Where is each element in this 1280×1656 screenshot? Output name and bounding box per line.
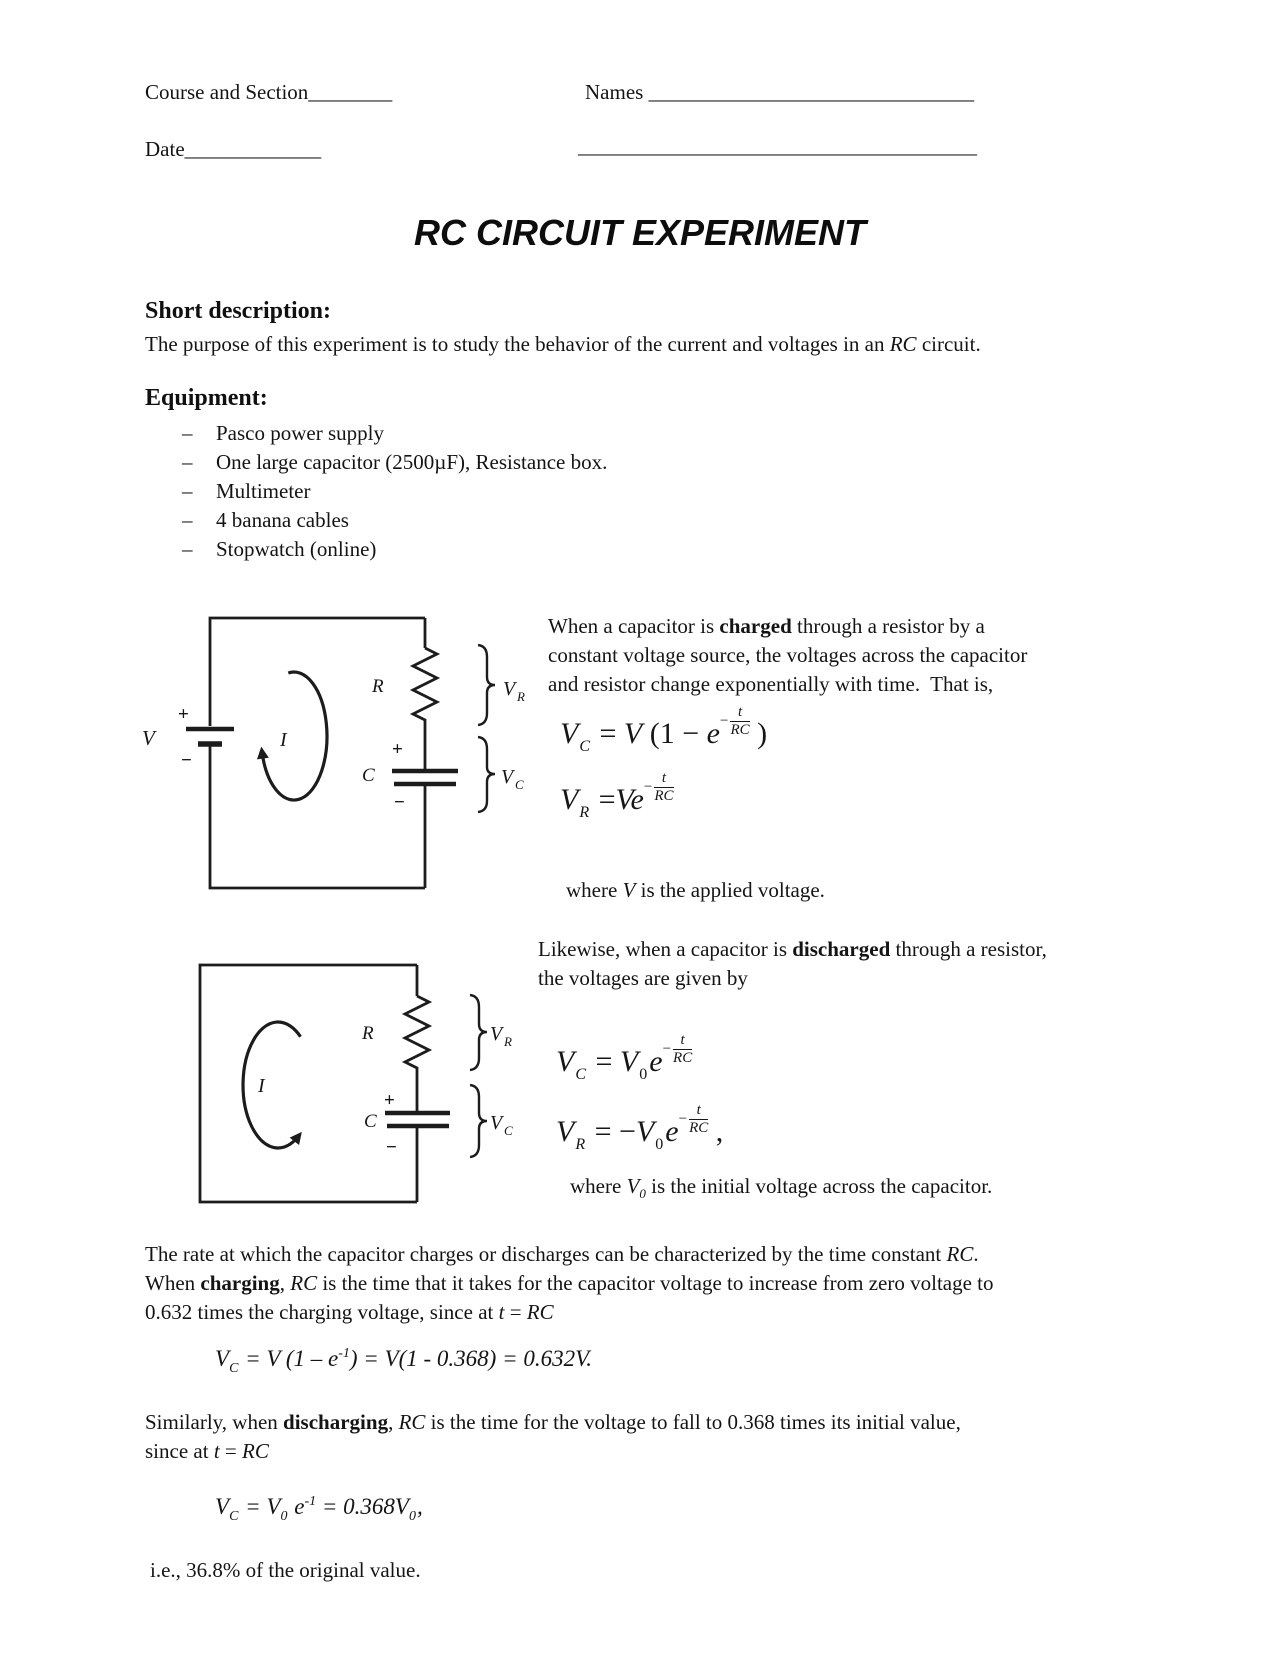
header-names-line2: ______________________________________ xyxy=(578,134,977,158)
list-item: – 4 banana cables xyxy=(182,508,349,532)
capacitor-label: C xyxy=(364,1111,377,1132)
current-loop-arrow xyxy=(243,1022,300,1148)
exponent-fraction: − $\frac{t}{RC}$ xyxy=(662,1031,693,1067)
discharging-circuit-figure xyxy=(140,940,560,1220)
formula-vr-discharging: $V_R = -V_0e$ − $\frac{t}{RC}$ , xyxy=(556,1101,724,1153)
battery-symbol xyxy=(186,729,234,744)
circuit-wires xyxy=(210,618,437,888)
battery-plus-sign: + xyxy=(178,704,189,725)
vr-label-sub: R xyxy=(517,689,525,704)
capacitor-label: C xyxy=(362,765,375,786)
vr-label: V xyxy=(503,678,516,700)
formula-charging-inline: $V_C = V$ $(1 - e^{-1}) = V(1 - 0.368) = 0.632V$. xyxy=(215,1346,592,1376)
capacitor-plus-sign: + xyxy=(392,739,403,760)
vc-label: V xyxy=(490,1112,503,1134)
list-item: – Pasco power supply xyxy=(182,421,384,445)
resistor-symbol xyxy=(405,996,429,1111)
list-item: – One large capacitor (2500µF), Resistance box. xyxy=(182,450,608,474)
header-date-field: Date_____________ xyxy=(145,137,322,161)
charging-circuit-figure xyxy=(130,600,560,900)
resistor-label: R xyxy=(372,676,384,697)
page-title: RC CIRCUIT EXPERIMENT xyxy=(413,212,867,253)
source-voltage-label: V xyxy=(142,726,155,750)
capacitor-minus-sign: − xyxy=(386,1137,397,1158)
where-initial-voltage-line: where $V_0$ is the initial voltage across the capacitor. xyxy=(570,1174,993,1201)
list-item: – Stopwatch (online) xyxy=(182,537,377,561)
short-description-text: The purpose of this experiment is to study the behavior of the current and voltages in an RC circuit. xyxy=(145,332,981,356)
battery-minus-sign: − xyxy=(181,750,192,771)
dash-bullet: – xyxy=(182,479,193,503)
vr-brace xyxy=(478,645,495,725)
vc-label: V xyxy=(501,766,514,788)
time-constant-paragraph: The rate at which the capacitor charges or discharges can be characterized by the time constant RC. When charging, RC is the time that it takes for the capacitor voltage to increase from zero voltage to 0.632 times the charging voltage, since at t = RC xyxy=(145,1242,994,1324)
dash-bullet: – xyxy=(182,508,193,532)
short-description-heading: Short description: xyxy=(145,298,331,324)
equipment-heading: Equipment: xyxy=(145,385,268,411)
exponent-fraction: − $\frac{t}{RC}$ xyxy=(643,769,674,805)
dash-bullet: – xyxy=(182,450,193,474)
exponent-fraction: − $\frac{t}{RC}$ xyxy=(678,1101,709,1137)
formula-discharging-inline: $V_C = V_0$ $e^{-1} = 0.368V_0$, xyxy=(215,1494,423,1524)
capacitor-symbol xyxy=(392,771,458,784)
dash-bullet: – xyxy=(182,537,193,561)
vr-brace xyxy=(470,995,487,1070)
capacitor-plus-sign: + xyxy=(384,1090,395,1111)
current-label: I xyxy=(258,1075,265,1097)
discharging-time-paragraph: Similarly, when discharging, RC is the time for the voltage to fall to 0.368 times its initial value, since at t = RC xyxy=(145,1410,961,1463)
where-applied-voltage-line: where V is the applied voltage. xyxy=(566,878,825,902)
current-label: I xyxy=(280,729,287,751)
header-names-field: Names _______________________________ xyxy=(585,80,975,104)
discharging-paragraph: Likewise, when a capacitor is discharged through a resistor, the voltages are given by xyxy=(538,937,1047,990)
formula-vr-charging: $V_R =Ve$ − $\frac{t}{RC}$ xyxy=(560,769,674,821)
circuit-wires xyxy=(200,965,429,1202)
header-course-field: Course and Section________ xyxy=(145,80,393,104)
resistor-label: R xyxy=(362,1023,374,1044)
vc-brace xyxy=(470,1085,487,1157)
list-item: – Multimeter xyxy=(182,479,311,503)
closing-line: i.e., 36.8% of the original value. xyxy=(150,1558,421,1582)
exponent-fraction: − $\frac{t}{RC}$ xyxy=(720,703,750,739)
vr-label-sub: R xyxy=(504,1034,512,1049)
resistor-symbol xyxy=(413,648,437,769)
formula-vc-charging: $V_C = V$ (1 − e − $\frac{t}{RC}$ ) xyxy=(560,703,768,755)
capacitor-minus-sign: − xyxy=(394,792,405,813)
vc-label-sub: C xyxy=(515,777,524,792)
formula-vc-discharging: $V_C = V_0e$ − $\frac{t}{RC}$ xyxy=(556,1031,693,1083)
charging-paragraph: When a capacitor is charged through a resistor by a constant voltage source, the voltages across the capacitor and resistor change exponentially with time. That is, xyxy=(548,614,1028,696)
vc-label-sub: C xyxy=(504,1123,513,1138)
capacitor-symbol xyxy=(385,1113,450,1126)
equipment-list xyxy=(182,421,607,566)
vc-brace xyxy=(478,737,495,812)
subscript-zero: 0 xyxy=(639,1186,646,1201)
vr-label: V xyxy=(490,1023,503,1045)
dash-bullet: – xyxy=(182,421,193,445)
current-loop-arrow xyxy=(262,672,327,800)
